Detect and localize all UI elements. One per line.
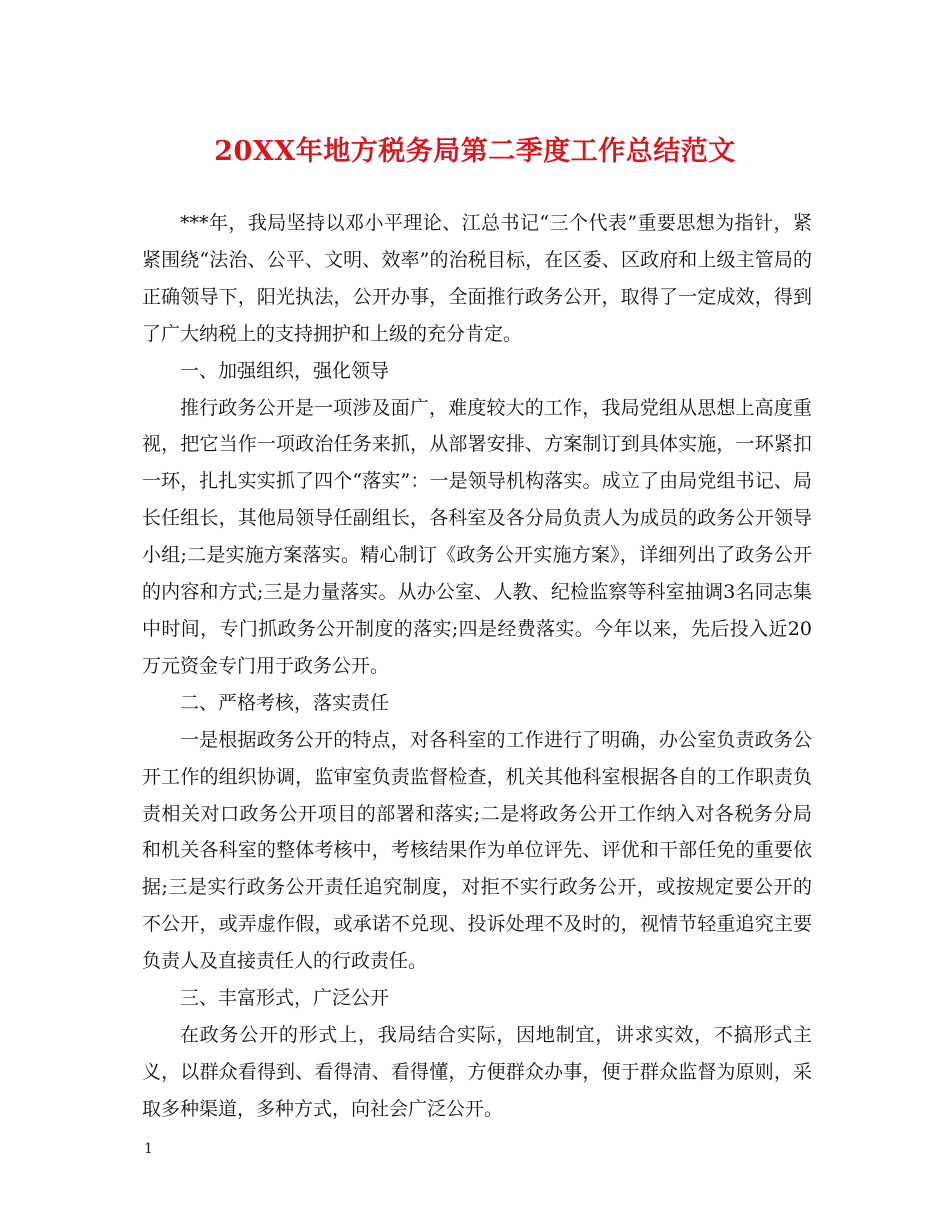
- paragraph-intro: ***年，我局坚持以邓小平理论、江总书记“三个代表”重要思想为指针，紧紧围绕“法治、公平、文明、效率”的治税目标，在区委、区政府和上级主管局的正确领导下，阳光执法，公开办事，全面推行政务公开，取得了一定成效，得到了广大纳税上的支持拥护和上级的充分肯定。: [142, 212, 812, 345]
- document-body: [142, 205, 812, 1128]
- paragraph-section-2: 一是根据政务公开的特点，对各科室的工作进行了明确，办公室负责政务公开工作的组织协调，监审室负责监督检查，机关其他科室根据各自的工作职责负责相关对口政务公开项目的部署和落实;二是将政务公开工作纳入对各税务分局和机关各科室的整体考核中，考核结果作为单位评先、评优和干部任免的重要依据;三是实行政务公开责任追究制度，对拒不实行政务公开，或按规定要公开的不公开，或弄虚作假，或承诺不兑现、投诉处理不及时的，视情节轻重追究主要负责人及直接责任人的行政责任。: [142, 728, 812, 973]
- page-number: 1: [144, 1141, 153, 1157]
- section-heading-3: 三、丰富形式，广泛公开: [180, 987, 390, 1010]
- document-title: 20XX年地方税务局第二季度工作总结范文: [214, 136, 736, 167]
- section-heading-2: 二、严格考核，落实责任: [180, 691, 390, 714]
- paragraph-section-3: 在政务公开的形式上，我局结合实际，因地制宜，讲求实效，不搞形式主义，以群众看得到、看得清、看得懂，方便群众办事，便于群众监督为原则，采取多种渠道，多种方式，向社会广泛公开。: [142, 1023, 812, 1120]
- section-heading-1: 一、加强组织，强化领导: [180, 359, 390, 382]
- paragraph-section-1: 推行政务公开是一项涉及面广，难度较大的工作，我局党组从思想上高度重视，把它当作一项政治任务来抓，从部署安排、方案制订到具体实施，一环紧扣一环，扎扎实实抓了四个“落实”：一是领导机构落实。成立了由局党组书记、局长任组长，其他局领导任副组长，各科室及各分局负责人为成员的政务公开领导小组;二是实施方案落实。精心制订《政务公开实施方案》，详细列出了政务公开的内容和方式;三是力量落实。从办公室、人教、纪检监察等科室抽调3名同志集中时间，专门抓政务公开制度的落实;四是经费落实。今年以来，先后投入近20万元资金专门用于政务公开。: [142, 396, 812, 677]
